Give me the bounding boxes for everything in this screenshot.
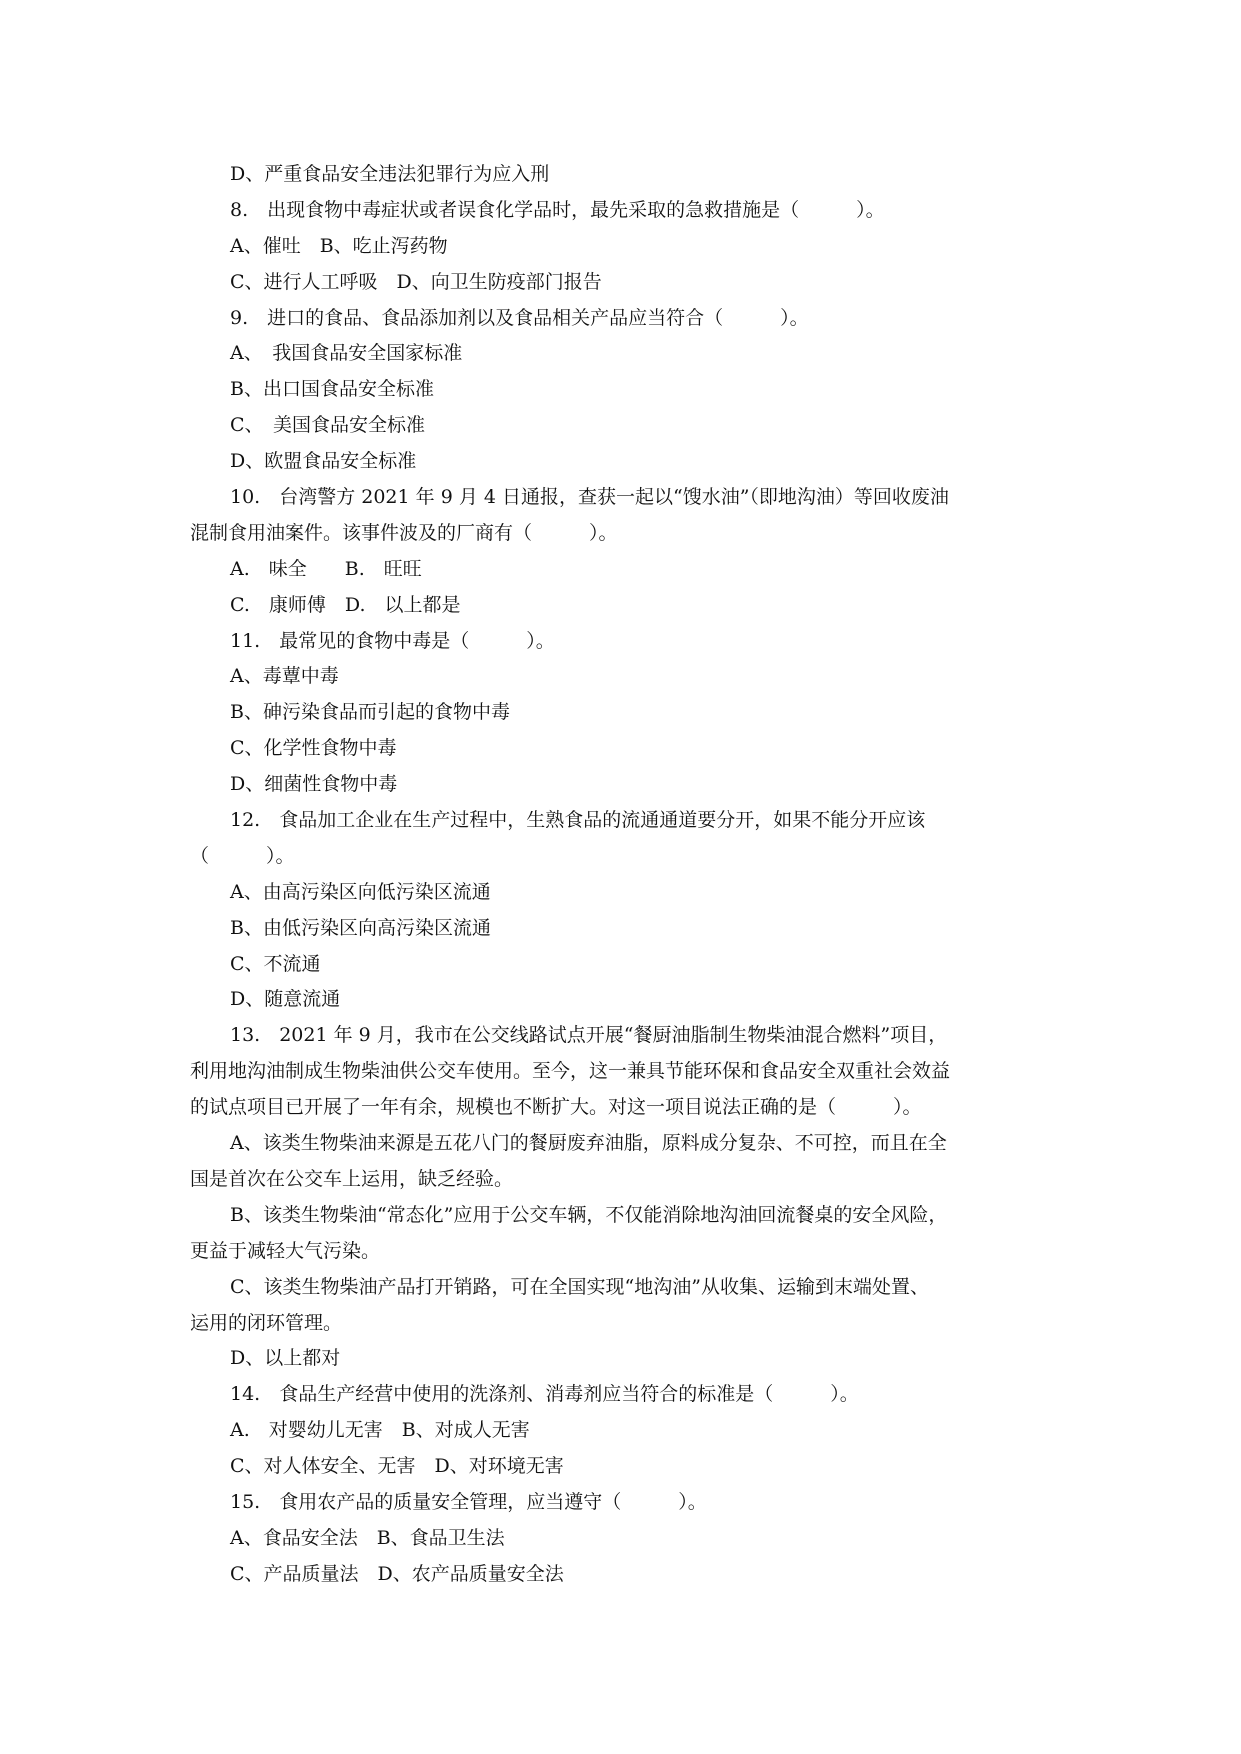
text-line: C、化学性食物中毒: [230, 737, 397, 760]
text-line: 8. 出现食物中毒症状或者误食化学品时，最先采取的急救措施是（ ）。: [230, 198, 885, 221]
text-line: 9. 进口的食品、食品添加剂以及食品相关产品应当符合（ ）。: [230, 306, 809, 329]
text-line: B、由低污染区向高污染区流通: [230, 916, 491, 939]
text-line: B、砷污染食品而引起的食物中毒: [230, 701, 510, 724]
text-line: 国是首次在公交车上运用，缺乏经验。: [190, 1167, 514, 1190]
text-line: D、随意流通: [230, 988, 341, 1011]
text-line: A、食品安全法 B、食品卫生法: [230, 1526, 505, 1549]
text-line: A. 对婴幼儿无害 B、对成人无害: [230, 1419, 530, 1442]
text-line: 12. 食品加工企业在生产过程中，生熟食品的流通通道要分开，如果不能分开应该: [230, 809, 926, 832]
text-line: 10. 台湾警方 2021 年 9 月 4 日通报，查获一起以“馊水油”（即地沟油）等回收废油: [230, 486, 949, 509]
text-line: C、产品质量法 D、农产品质量安全法: [230, 1562, 564, 1585]
text-line: C、对人体安全、无害 D、对环境无害: [230, 1455, 564, 1478]
text-line: A、催吐 B、吃止泻药物: [230, 234, 448, 257]
text-line: 的试点项目已开展了一年有余，规模也不断扩大。对这一项目说法正确的是（ ）。: [190, 1096, 922, 1119]
text-line: 更益于减轻大气污染。: [190, 1239, 381, 1262]
text-line: 13. 2021 年 9 月，我市在公交线路试点开展“餐厨油脂制生物柴油混合燃料”项目，: [230, 1024, 948, 1047]
text-line: C、不流通: [230, 952, 321, 975]
text-line: A、毒蕈中毒: [230, 665, 339, 688]
text-line: D、以上都对: [230, 1347, 341, 1370]
text-line: A、 我国食品安全国家标准: [230, 342, 463, 365]
text-line: 运用的闭环管理。: [190, 1311, 343, 1334]
text-line: （ ）。: [190, 844, 295, 867]
text-line: D、严重食品安全违法犯罪行为应入刑: [230, 163, 550, 185]
text-line: A、该类生物柴油来源是五花八门的餐厨废弃油脂，原料成分复杂、不可控，而且在全: [230, 1132, 947, 1155]
text-line: B、出口国食品安全标准: [230, 378, 434, 401]
text-line: C、该类生物柴油产品打开销路，可在全国实现“地沟油”从收集、运输到末端处置、: [230, 1275, 929, 1298]
document-body: [190, 157, 1050, 1593]
text-line: C、 美国食品安全标准: [230, 414, 426, 437]
text-line: C. 康师傅 D. 以上都是: [230, 593, 461, 616]
text-line: 利用地沟油制成生物柴油供公交车使用。至今，这一兼具节能环保和食品安全双重社会效益: [190, 1060, 951, 1083]
text-line: 混制食用油案件。该事件波及的厂商有（ ）。: [190, 521, 618, 544]
text-line: 11. 最常见的食物中毒是（ ）。: [230, 629, 555, 652]
text-line: C、进行人工呼吸 D、向卫生防疫部门报告: [230, 270, 602, 293]
text-line: A、由高污染区向低污染区流通: [230, 880, 491, 903]
text-line: B、该类生物柴油“常态化”应用于公交车辆，不仅能消除地沟油回流餐桌的安全风险，: [230, 1203, 948, 1226]
text-line: 14. 食品生产经营中使用的洗涤剂、消毒剂应当符合的标准是（ ）。: [230, 1383, 859, 1406]
text-line: 15. 食用农产品的质量安全管理，应当遵守（ ）。: [230, 1490, 707, 1513]
text-line: D、欧盟食品安全标准: [230, 450, 417, 473]
text-line: A. 味全 B. 旺旺: [230, 557, 422, 580]
text-line: D、细菌性食物中毒: [230, 773, 398, 796]
